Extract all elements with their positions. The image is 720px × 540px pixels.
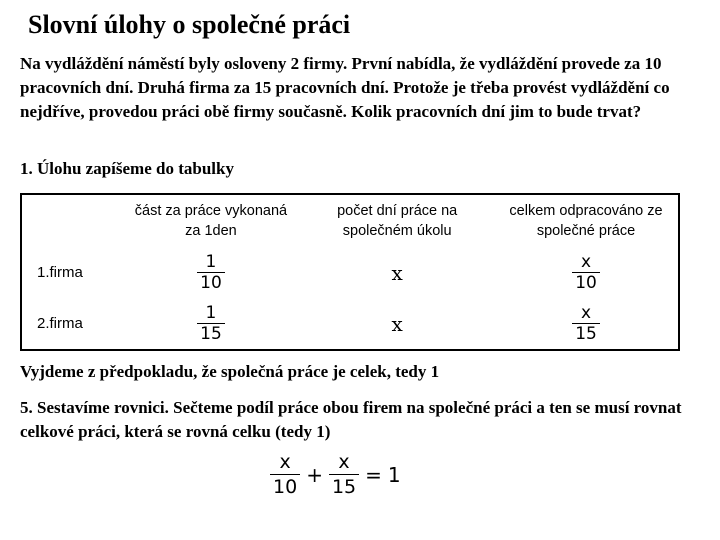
header-part-per-day-label: část za práce vykonaná za 1den	[122, 200, 301, 242]
header-total-work-label: celkem odpracováno ze společné práce	[494, 200, 678, 242]
fraction-numerator: x	[279, 451, 291, 473]
fraction-total-firm-2	[572, 303, 600, 344]
cell-part-firm-2	[122, 298, 301, 350]
cell-total-firm-1	[494, 247, 679, 298]
fraction-part-firm-1	[197, 252, 225, 293]
problem-text: Na vydláždění náměstí byly osloveny 2 firmy. První nabídla, že vydláždění provede za 10 pracovních dní. Druhá firma za 15 pracovních dní. Protože je třeba provést vydláždění co nejdříve, provedou práci obě firmy současně. Kolik pracovních dní jim to bude trvat?	[20, 54, 670, 121]
row-label-firm-1: 1.firma	[37, 264, 83, 281]
cell-part-firm-1	[122, 247, 301, 298]
plus-sign: +	[306, 462, 323, 487]
fraction-denominator: 10	[200, 273, 222, 293]
cell-days-firm-2: x	[391, 311, 403, 336]
equation-rhs: 1	[387, 462, 401, 487]
fraction-numerator: x	[580, 252, 592, 272]
fraction-denominator: 15	[575, 324, 597, 344]
step-5-text: 5. Sestavíme rovnici. Sečteme podíl práce obou firem na společné práci a ten se musí rovnat celkové práci, která se rovná celku (tedy 1)	[20, 398, 682, 441]
fraction-denominator: 15	[331, 476, 357, 498]
fraction-total-firm-1	[572, 252, 600, 293]
page-title: Slovní úlohy o společné práci	[28, 10, 351, 39]
equation	[270, 450, 401, 499]
fraction-denominator: 10	[273, 476, 298, 498]
header-days-of-work	[300, 194, 494, 247]
assumption-text: Vyjdeme z předpokladu, že společná práce je celek, tedy 1	[20, 362, 440, 381]
fraction-numerator: x	[338, 451, 350, 473]
fraction-numerator: x	[580, 303, 592, 323]
fraction-numerator: 1	[205, 303, 217, 323]
cell-total-firm-2	[494, 298, 679, 350]
fraction-denominator: 15	[200, 324, 222, 344]
work-table	[20, 193, 680, 351]
fraction-part-firm-2	[197, 303, 225, 344]
step-1-text: 1. Úlohu zapíšeme do tabulky	[20, 159, 234, 178]
header-total-work	[494, 194, 679, 247]
equation-term-2	[329, 450, 359, 499]
row-label-firm-2: 2.firma	[37, 315, 83, 332]
table-header-row	[21, 194, 679, 247]
fraction-numerator: 1	[205, 252, 217, 272]
table-corner-cell	[21, 194, 122, 247]
cell-days-firm-1: x	[391, 260, 403, 285]
equation-term-1	[270, 450, 300, 499]
table-row	[21, 247, 679, 298]
equals-sign: =	[365, 462, 382, 487]
header-part-per-day	[122, 194, 301, 247]
table-row	[21, 298, 679, 350]
fraction-denominator: 10	[575, 273, 597, 293]
header-days-of-work-label: počet dní práce na společném úkolu	[300, 200, 494, 242]
